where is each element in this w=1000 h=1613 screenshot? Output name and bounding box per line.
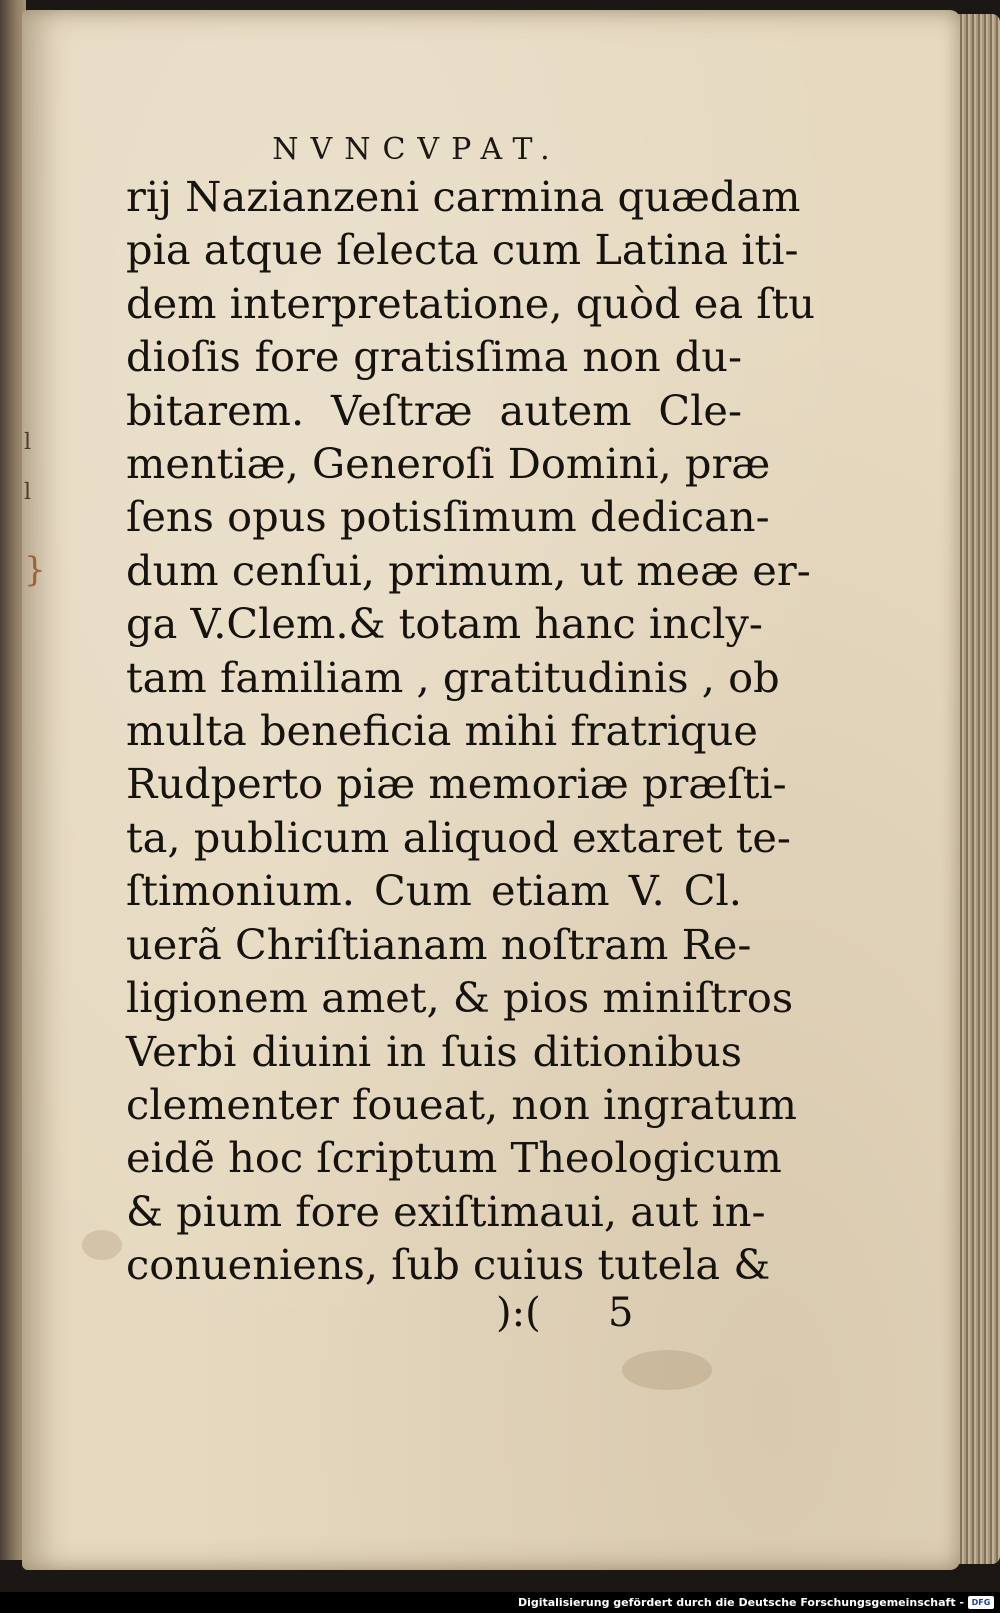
text-line: ſtimonium. Cum etiam V. Cl. xyxy=(126,866,742,916)
stain xyxy=(622,1350,712,1390)
text-line: multa beneficia mihi fratrique xyxy=(126,706,758,756)
book-page xyxy=(22,10,960,1570)
text-line: ligionem amet, & pios miniſtros xyxy=(126,973,794,1023)
text-line: bitarem. Veſtræ autem Cle- xyxy=(126,385,742,435)
folio-number: 5 xyxy=(608,1290,634,1336)
text-line: clementer foueat, non ingratum xyxy=(126,1079,797,1129)
dfg-logo: DFG xyxy=(968,1596,994,1609)
text-line: Rudperto piæ memoriæ præſti- xyxy=(126,759,787,809)
text-line: conueniens, ſub cuius tutela & xyxy=(126,1240,771,1290)
text-line: tam familiam , gratitudinis , ob xyxy=(126,652,780,702)
stain xyxy=(82,1230,122,1260)
text-line: eidẽ hoc ſcriptum Theologicum xyxy=(126,1133,782,1183)
margin-bracket-mark: } xyxy=(24,550,46,590)
body-text xyxy=(126,170,816,1292)
text-line: dem interpretatione, quòd ea ſtu xyxy=(126,278,816,328)
text-line: rij Nazianzeni carmina quædam xyxy=(126,172,801,221)
text-line: mentiæ, Generoſi Domini, præ xyxy=(126,439,771,489)
text-line: Verbi diuini in ſuis ditionibus xyxy=(126,1026,742,1076)
text-line: pia atque ſelecta cum Latina iti- xyxy=(126,225,799,275)
text-line: & pium fore exiſtimaui, aut in- xyxy=(126,1186,766,1236)
margin-annotation-mark: l xyxy=(24,480,32,505)
running-head: NVNCVPAT. xyxy=(272,132,562,167)
footer-credit: Digitalisierung gefördert durch die Deutsche Forschungsgemeinschaft - xyxy=(517,1596,964,1609)
text-line: ga V.Clem.& totam hanc incly- xyxy=(126,599,763,649)
text-line: dioſis fore gratisſima non du- xyxy=(126,332,742,382)
digitization-footer xyxy=(0,1592,1000,1613)
text-line: uerã Chriſtianam noſtram Re- xyxy=(126,919,752,969)
signature-mark: ):( xyxy=(496,1290,541,1336)
text-line: ta, publicum aliquod extaret te- xyxy=(126,812,791,862)
text-line: ſens opus potisſimum dedican- xyxy=(126,492,770,542)
margin-annotation-mark: l xyxy=(24,430,32,455)
text-line: dum cenſui, primum, ut meæ er- xyxy=(126,545,811,595)
